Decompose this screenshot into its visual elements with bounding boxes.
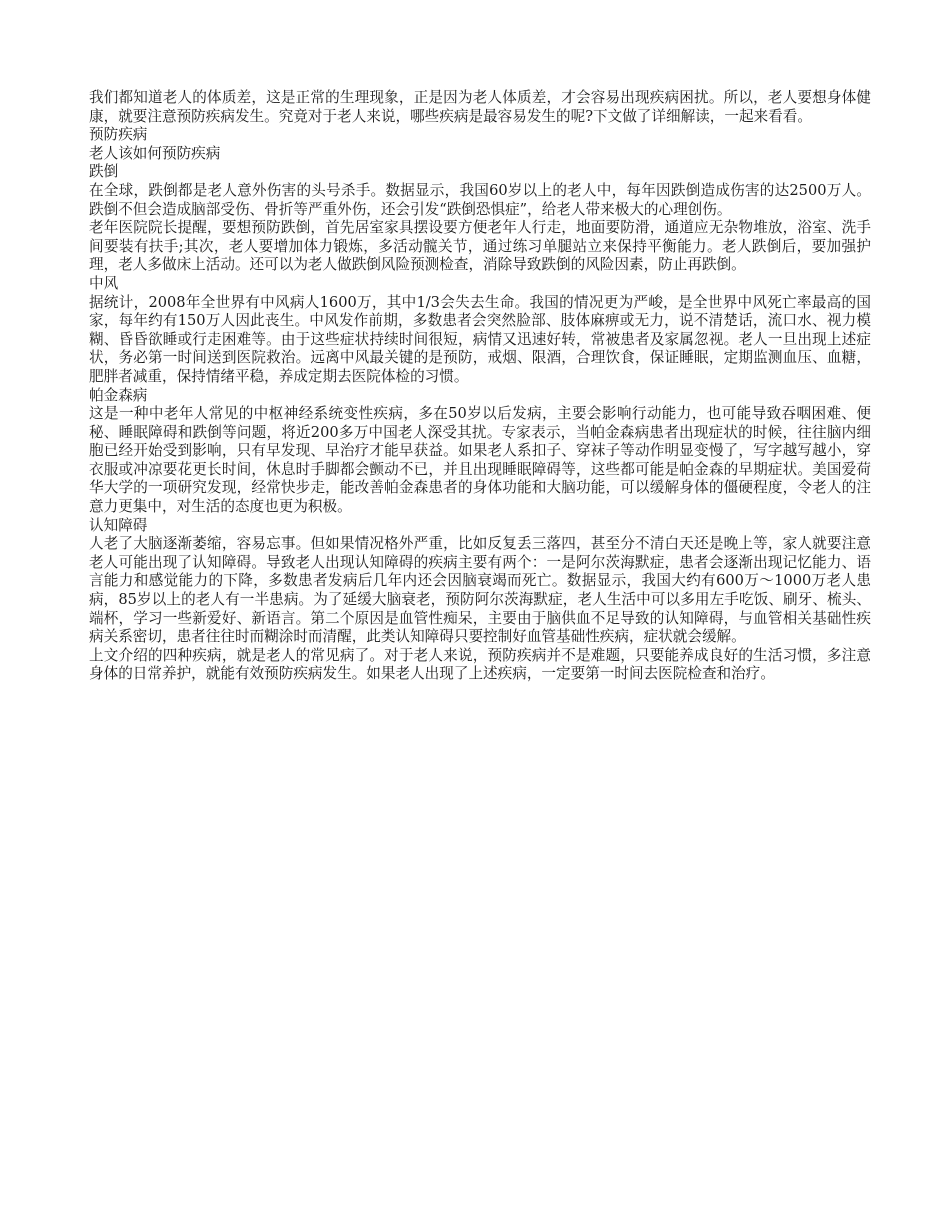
article-title: 老人该如何预防疾病: [89, 144, 221, 162]
section-paragraph: 这是一种中老年人常见的中枢神经系统变性疾病，多在50岁以后发病，主要会影响行动能力，也可能导致吞咽困难、便秘、睡眠障碍和跌倒等问题，将近200多万中国老人深受其扰。专家表示，当帕金森病患者出现症状的时候，往往脑内细胞已经开始受到影响，只有早发现、早治疗才能早获益。如果老人系扣子、穿袜子等动作明显变慢了，写字越写越小，穿衣服或冲凉要花更长时间，休息时手脚都会颤动不已，并且出现睡眠障碍等，这些都可能是帕金森的早期症状。美国爱荷华大学的一项研究发现，经常快步走，能改善帕金森患者的身体功能和大脑功能，可以缓解身体的僵硬程度，令老人的注意力更集中，对生活的态度也更为积极。: [89, 405, 871, 516]
section-heading-stroke: 中风: [89, 274, 119, 292]
section-heading-falls: 跌倒: [89, 163, 119, 181]
intro-paragraph: 我们都知道老人的体质差，这是正常的生理现象，正是因为老人体质差，才会容易出现疾病困扰。所以，老人要想身体健康，就要注意预防疾病发生。究竟对于老人来说，哪些疾病是最容易发生的呢?下文做了详细解读，一起来看看。: [89, 89, 871, 125]
section-paragraph: 据统计，2008年全世界有中风病人1600万，其中1/3会失去生命。我国的情况更为严峻，是全世界中风死亡率最高的国家，每年约有150万人因此丧生。中风发作前期，多数患者会突然脸部、肢体麻痹或无力，说不清楚话，流口水、视力模糊、昏昏欲睡或行走困难等。由于这些症状持续时间很短，病情又迅速好转，常被患者及家属忽视。老人一旦出现上述症状，务必第一时间送到医院救治。远离中风最关键的是预防，戒烟、限酒，合理饮食，保证睡眠，定期监测血压、血糖，肥胖者减重，保持情绪平稳，养成定期去医院体检的习惯。: [89, 293, 871, 385]
section-heading-parkinsons: 帕金森病: [89, 386, 148, 404]
category-label: 预防疾病: [89, 126, 148, 144]
section-heading-cognitive: 认知障碍: [89, 516, 148, 534]
section-paragraph: 在全球，跌倒都是老人意外伤害的头号杀手。数据显示，我国60岁以上的老人中，每年因跌倒造成伤害的达2500万人。跌倒不但会造成脑部受伤、骨折等严重外伤，还会引发“跌倒恐惧症”，给老人带来极大的心理创伤。: [89, 181, 871, 218]
article-body: [89, 89, 871, 684]
section-paragraph: 老年医院院长提醒，要想预防跌倒，首先居室家具摆设要方便老年人行走，地面要防滑，通道应无杂物堆放，浴室、洗手间要装有扶手;其次，老人要增加体力锻炼，多活动髋关节，通过练习单腿站立来保持平衡能力。老人跌倒后，要加强护理，老人多做床上活动。还可以为老人做跌倒风险预测检查，消除导致跌倒的风险因素，防止再跌倒。: [89, 219, 871, 274]
conclusion-paragraph: 上文介绍的四种疾病，就是老人的常见病了。对于老人来说，预防疾病并不是难题，只要能养成良好的生活习惯，多注意身体的日常养护，就能有效预防疾病发生。如果老人出现了上述疾病，一定要第一时间去医院检查和治疗。: [89, 646, 871, 683]
section-paragraph: 人老了大脑逐渐萎缩，容易忘事。但如果情况格外严重，比如反复丢三落四，甚至分不清白天还是晚上等，家人就要注意老人可能出现了认知障碍。导致老人出现认知障碍的疾病主要有两个：一是阿尔茨海默症，患者会逐渐出现记忆能力、语言能力和感觉能力的下降，多数患者发病后几年内还会因脑衰竭而死亡。数据显示，我国大约有600万～1000万老人患病，85岁以上的老人有一半患病。为了延缓大脑衰老，预防阿尔茨海默症，老人生活中可以多用左手吃饭、刷牙、梳头、端杯，学习一些新爱好、新语言。第二个原因是血管性痴呆，主要由于脑供血不足导致的认知障碍，与血管相关基础性疾病关系密切，患者往往时而糊涂时而清醒，此类认知障碍只要控制好血管基础性疾病，症状就会缓解。: [89, 535, 871, 646]
